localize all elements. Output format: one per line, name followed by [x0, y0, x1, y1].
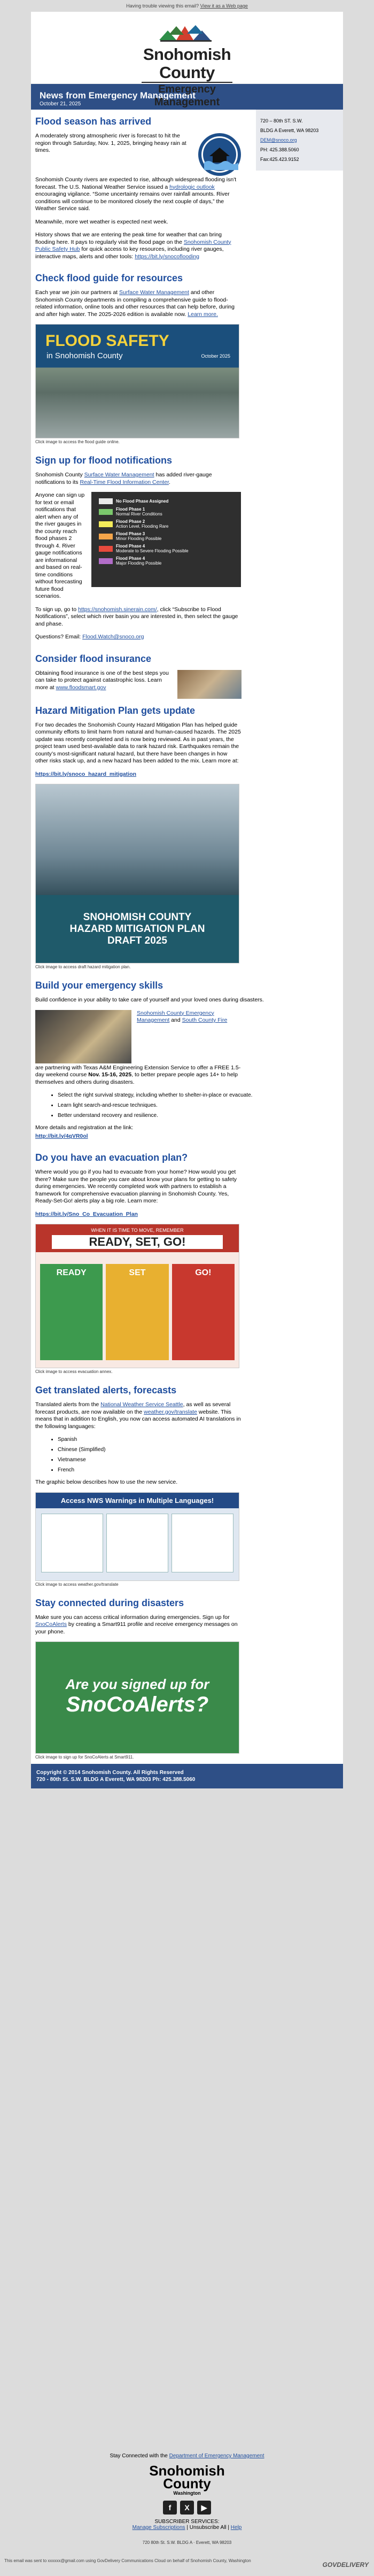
- section-title: Get translated alerts, forecasts: [35, 1385, 177, 1395]
- sidebar-fax: Fax:425.423.9152: [260, 157, 299, 162]
- legend-item: Flood Phase 2 Action Level, Flooding Rare: [99, 519, 233, 529]
- dept-title: Emergency Management: [142, 82, 232, 109]
- south-county-fire-link[interactable]: South County Fire: [182, 1017, 228, 1023]
- legend-item: Flood Phase 1 Normal River Conditions: [99, 507, 233, 516]
- para: are partnering with Texas A&M Engineering Extension Service to offer a FREE 1.5-day weekend course Nov. 15-16, 2025, to better prepare people ages 14+ to help themselves and others during disasters.: [35, 1064, 241, 1085]
- evacuation-plan-link[interactable]: https://bit.ly/Sno_Co_Evacuation_Plan: [35, 1210, 138, 1217]
- nws-seattle-link[interactable]: National Weather Service Seattle: [100, 1401, 183, 1408]
- plan-title-1: SNOHOMISH COUNTY: [83, 912, 192, 923]
- flood-guide-title: FLOOD SAFETY: [45, 332, 169, 350]
- flood-guide-date: October 2025: [201, 353, 230, 359]
- list-item: • Better understand recovery and resilience.: [58, 1112, 330, 1119]
- flooding-url-link[interactable]: https://bit.ly/snocoflooding: [135, 253, 200, 260]
- sidebar-email-link[interactable]: DEM@snoco.org: [260, 137, 297, 143]
- list-item: • Learn light search-and-rescue techniques.: [58, 1102, 330, 1109]
- para: History shows that we are entering the peak time for weather that can bring flooding here. It pays to regularly visit the flood page on the Snohomish County Public Safety Hub for quick access to key resources, including river gauges, interactive maps, alerts and other tools: https://bit.ly/snocoflooding: [35, 232, 231, 260]
- section-title: Stay connected during disasters: [35, 1597, 184, 1608]
- para: For two decades the Snohomish County Hazard Mitigation Plan has helped guide community efforts to limit harm from natural and human-caused hazards. The 2025 update was recently completed and is now being reviewed. As in past years, the project team used best-available data to rank hazard risk. Earthquakes remain the county’s most-significant natural hazard, but there have been changes in how other risks stack up, and a new hazard has been added to the mix. Learn more at:: [35, 721, 241, 764]
- sidebar-address1: 720 – 80th ST. S.W.: [260, 118, 303, 124]
- image-caption: Click image to access weather.gov/translate: [35, 1582, 119, 1587]
- skills-list: [58, 1092, 330, 1119]
- section-title: Sign up for flood notifications: [35, 455, 172, 466]
- para: A moderately strong atmospheric river is forecast to hit the region through Saturday, Nov. 1, 2025, bringing heavy rain at times.: [35, 133, 186, 153]
- para: To sign up, go to https://snohomish.sinerain.com/, click “Subscribe to Flood Notifications”, select which river basin you are interested in, then select the gauge and phase.: [35, 606, 238, 627]
- snocoalerts-line2: SnoCoAlerts?: [66, 1693, 209, 1716]
- section-title: Flood season has arrived: [35, 116, 152, 127]
- swm-link[interactable]: Surface Water Management: [84, 472, 154, 478]
- x-twitter-icon[interactable]: X: [180, 2501, 194, 2515]
- ready-set-go-image[interactable]: [35, 1224, 239, 1368]
- dem-footer-link[interactable]: Department of Emergency Management: [169, 2453, 264, 2459]
- image-caption: Click image to access draft hazard mitigation plan.: [35, 965, 131, 969]
- public-safety-hub-link[interactable]: Snohomish County Public Safety Hub: [35, 238, 231, 252]
- copyright-text: Copyright © 2014 Snohomish County. All Rights Reserved: [36, 1770, 184, 1776]
- govdelivery-logo: GOVDELIVERY: [322, 2561, 369, 2569]
- flood-icon: [198, 133, 241, 176]
- houses-icon: [142, 16, 232, 45]
- learn-more-link[interactable]: Learn more.: [188, 311, 218, 318]
- image-caption: Click image to sign up for SnoCoAlerts at Smart911.: [35, 1755, 134, 1760]
- flood-guide-subtitle: in Snohomish County: [46, 351, 123, 360]
- rsg-main: READY, SET, GO!: [52, 1235, 223, 1249]
- subscriber-footer: Stay Connected with the Department of Emergency Management Snohomish County Washington f X ▶ SUBSCRIBER SERVICES: Manage Subscriptions | Unsubscribe All | Help 720 80th St. S.W. BLDG A · Everett, WA 98203: [0, 2453, 374, 2545]
- unsubscribe-link[interactable]: Unsubscribe All: [189, 2525, 227, 2531]
- footer-postal: 720 80th St. S.W. BLDG A · Everett, WA 98203: [142, 2540, 232, 2545]
- sidebar-address2: BLDG A Everett, WA 98203: [260, 128, 319, 133]
- list-item: • Select the right survival strategy, including whether to shelter-in-place or evacuate.: [58, 1092, 330, 1099]
- web-page-link[interactable]: View it as a Web page: [200, 3, 248, 9]
- list-item: • Vietnamese: [58, 1456, 330, 1463]
- section-title: Consider flood insurance: [35, 653, 152, 664]
- flood-phase-legend: [91, 492, 241, 587]
- para: Meanwhile, more wet weather is expected next week.: [35, 218, 168, 225]
- legend-item: No Flood Phase Assigned: [99, 498, 233, 504]
- snocoalerts-image[interactable]: [35, 1641, 239, 1754]
- county-logo: [142, 16, 232, 109]
- image-caption: Click image to access the flood guide online.: [35, 439, 120, 444]
- section-evacuation: [35, 1146, 330, 1374]
- para: Questions? Email: Flood.Watch@snoco.org: [35, 634, 144, 640]
- swm-link[interactable]: Surface Water Management: [119, 289, 189, 296]
- para: Each year we join our partners at Surface Water Management and other Snohomish County departments in compiling a comprehensive guide to flood-related information, online tools and other resources that can help before, during and after high water. The 2025-2026 edition is available now. Learn more.: [35, 289, 235, 318]
- section-title: Check flood guide for resources: [35, 273, 183, 283]
- para: Snohomish County Emergency Management and South County Fire: [137, 1009, 228, 1023]
- plan-title-3: DRAFT 2025: [107, 935, 167, 946]
- sent-note: This email was sent to xxxxxx@gmail.com using GovDelivery Communications Cloud on behalf of Snohomish County, Washington: [4, 2558, 251, 2563]
- copyright-footer: [31, 1764, 343, 1788]
- sidebar-phone: PH: 425.388.5060: [260, 147, 299, 152]
- floodsmart-link[interactable]: www.floodsmart.gov: [56, 684, 106, 691]
- dem-link[interactable]: Snohomish County Emergency Management: [137, 1009, 214, 1023]
- para: More details and registration at the link:: [35, 1124, 134, 1131]
- para: Snohomish County Surface Water Management has added river-gauge notifications to its Real-Time Flood Information Center.: [35, 472, 212, 485]
- rsg-set: SET: [106, 1264, 168, 1360]
- email-body: [31, 12, 343, 1788]
- footer-address: 720 - 80th St. S.W. BLDG A Everett, WA 98203 Ph: 425.388.5060: [36, 1777, 196, 1783]
- para: Obtaining flood insurance is one of the best steps you can take to protect against catastrophic loss. Learn more at www.floodsmart.gov: [35, 669, 169, 691]
- nws-translate-link[interactable]: weather.gov/translate: [144, 1408, 197, 1415]
- registration-link[interactable]: http://bit.ly/4qVR0ol: [35, 1132, 88, 1139]
- list-item: • French: [58, 1467, 330, 1474]
- legend-item: Flood Phase 4 Major Flooding Possible: [99, 556, 233, 566]
- county-title: Snohomish County: [143, 45, 231, 82]
- youtube-icon[interactable]: ▶: [197, 2501, 211, 2515]
- top-note: [0, 0, 374, 12]
- image-caption: Click image to access evacuation annex.: [35, 1369, 113, 1374]
- section-title: Build your emergency skills: [35, 980, 163, 991]
- list-item: • Spanish: [58, 1436, 330, 1443]
- section-hazard-mitigation: [35, 699, 241, 970]
- facebook-icon[interactable]: f: [163, 2501, 177, 2515]
- hazard-plan-image[interactable]: [35, 784, 239, 963]
- hazard-mitigation-link[interactable]: https://bit.ly/snoco_hazard_mitigation: [35, 770, 137, 777]
- section-translated-alerts: [35, 1378, 330, 1587]
- para: Translated alerts from the National Weather Service Seattle, as well as several forecast products, are now available on the weather.gov/translate website. This means that in addition to English, you now can access automated AI translations in the following languages:: [35, 1401, 241, 1430]
- section-flood-notifications: [35, 449, 241, 641]
- legend-item: Flood Phase 3 Minor Flooding Possible: [99, 531, 233, 541]
- hydrologic-outlook-link[interactable]: hydrologic outlook: [169, 183, 215, 190]
- para: Where would you go if you had to evacuate from your home? How would you get there? Make sure the people you care about know your plans for getting to safety during emergencies. We recently completed work with partners to establish a framework for comprehensive evacuation planning in Snohomish County. Yes, Ready-Set-Go! alerts play a big role. Learn more:: [35, 1169, 237, 1204]
- flood-watch-email-link[interactable]: Flood.Watch@snoco.org: [82, 634, 144, 640]
- manage-subscriptions-link[interactable]: Manage Subscriptions: [132, 2525, 185, 2531]
- section-flood-season: [35, 110, 241, 260]
- top-note-text: Having trouble viewing this email?: [126, 3, 199, 9]
- section-flood-guide: [35, 266, 241, 444]
- training-photo: [35, 1010, 131, 1063]
- rsg-top: WHEN IT IS TIME TO MOVE, REMEMBER: [91, 1228, 184, 1233]
- banner-date: October 21, 2025: [40, 101, 81, 107]
- para: Snohomish County rivers are expected to rise, although widespread flooding isn't forecast. The U.S. National Weather Service issued a hydrologic outlook encouraging vigilance. “Some uncertainty remains over rainfall amounts. River conditions will continue to be monitored closely the next couple of days,” the Weather Service said.: [35, 176, 237, 212]
- section-title: Do you have an evacuation plan?: [35, 1152, 188, 1163]
- sinerain-link[interactable]: https://snohomish.sinerain.com/: [77, 606, 157, 613]
- rsg-go: GO!: [172, 1264, 235, 1360]
- language-list: [58, 1436, 330, 1474]
- banner-title: News from Emergency Management: [40, 90, 196, 101]
- flood-guide-image[interactable]: [35, 324, 239, 438]
- subscriber-services-label: SUBSCRIBER SERVICES:: [154, 2519, 220, 2525]
- section-title: Hazard Mitigation Plan gets update: [35, 705, 196, 716]
- flood-info-center-link[interactable]: Real-Time Flood Information Center: [80, 479, 169, 485]
- social-icons: [0, 2501, 374, 2515]
- snocoalerts-link[interactable]: SnoCoAlerts: [35, 1621, 67, 1628]
- nws-translate-image[interactable]: [35, 1492, 239, 1581]
- para: Build confidence in your ability to take care of yourself and your loved ones during disasters.: [35, 997, 264, 1003]
- insurance-photo: [177, 670, 241, 699]
- plan-title-2: HAZARD MITIGATION PLAN: [69, 923, 205, 935]
- help-link[interactable]: Help: [230, 2525, 242, 2531]
- contact-sidebar: [256, 110, 343, 171]
- para: Make sure you can access critical information during emergencies. Sign up for SnoCoAlerts by creating a Smart911 profile and receive emergency messages on your phone.: [35, 1614, 238, 1635]
- list-item: • Chinese (Simplified): [58, 1446, 330, 1453]
- footer-logo: Snohomish County Washington: [149, 2463, 225, 2496]
- rsg-ready: READY: [40, 1264, 103, 1360]
- snocoalerts-line1: Are you signed up for: [65, 1676, 209, 1692]
- legend-item: Flood Phase 4 Moderate to Severe Flooding Possible: [99, 544, 233, 553]
- para: Anyone can sign up for text or email notifications that alert when any of the river gauges in the county reach flood phases 2 through 4. River gauge notifications are informational and based on real-time conditions without forecasting future flood scenarios.: [35, 492, 85, 599]
- nws-image-title: Access NWS Warnings in Multiple Languages!: [36, 1493, 239, 1508]
- para: The graphic below describes how to use the new service.: [35, 1479, 178, 1485]
- section-emergency-skills: [35, 974, 330, 1140]
- section-stay-connected: [35, 1591, 330, 1760]
- section-flood-insurance: [35, 647, 241, 699]
